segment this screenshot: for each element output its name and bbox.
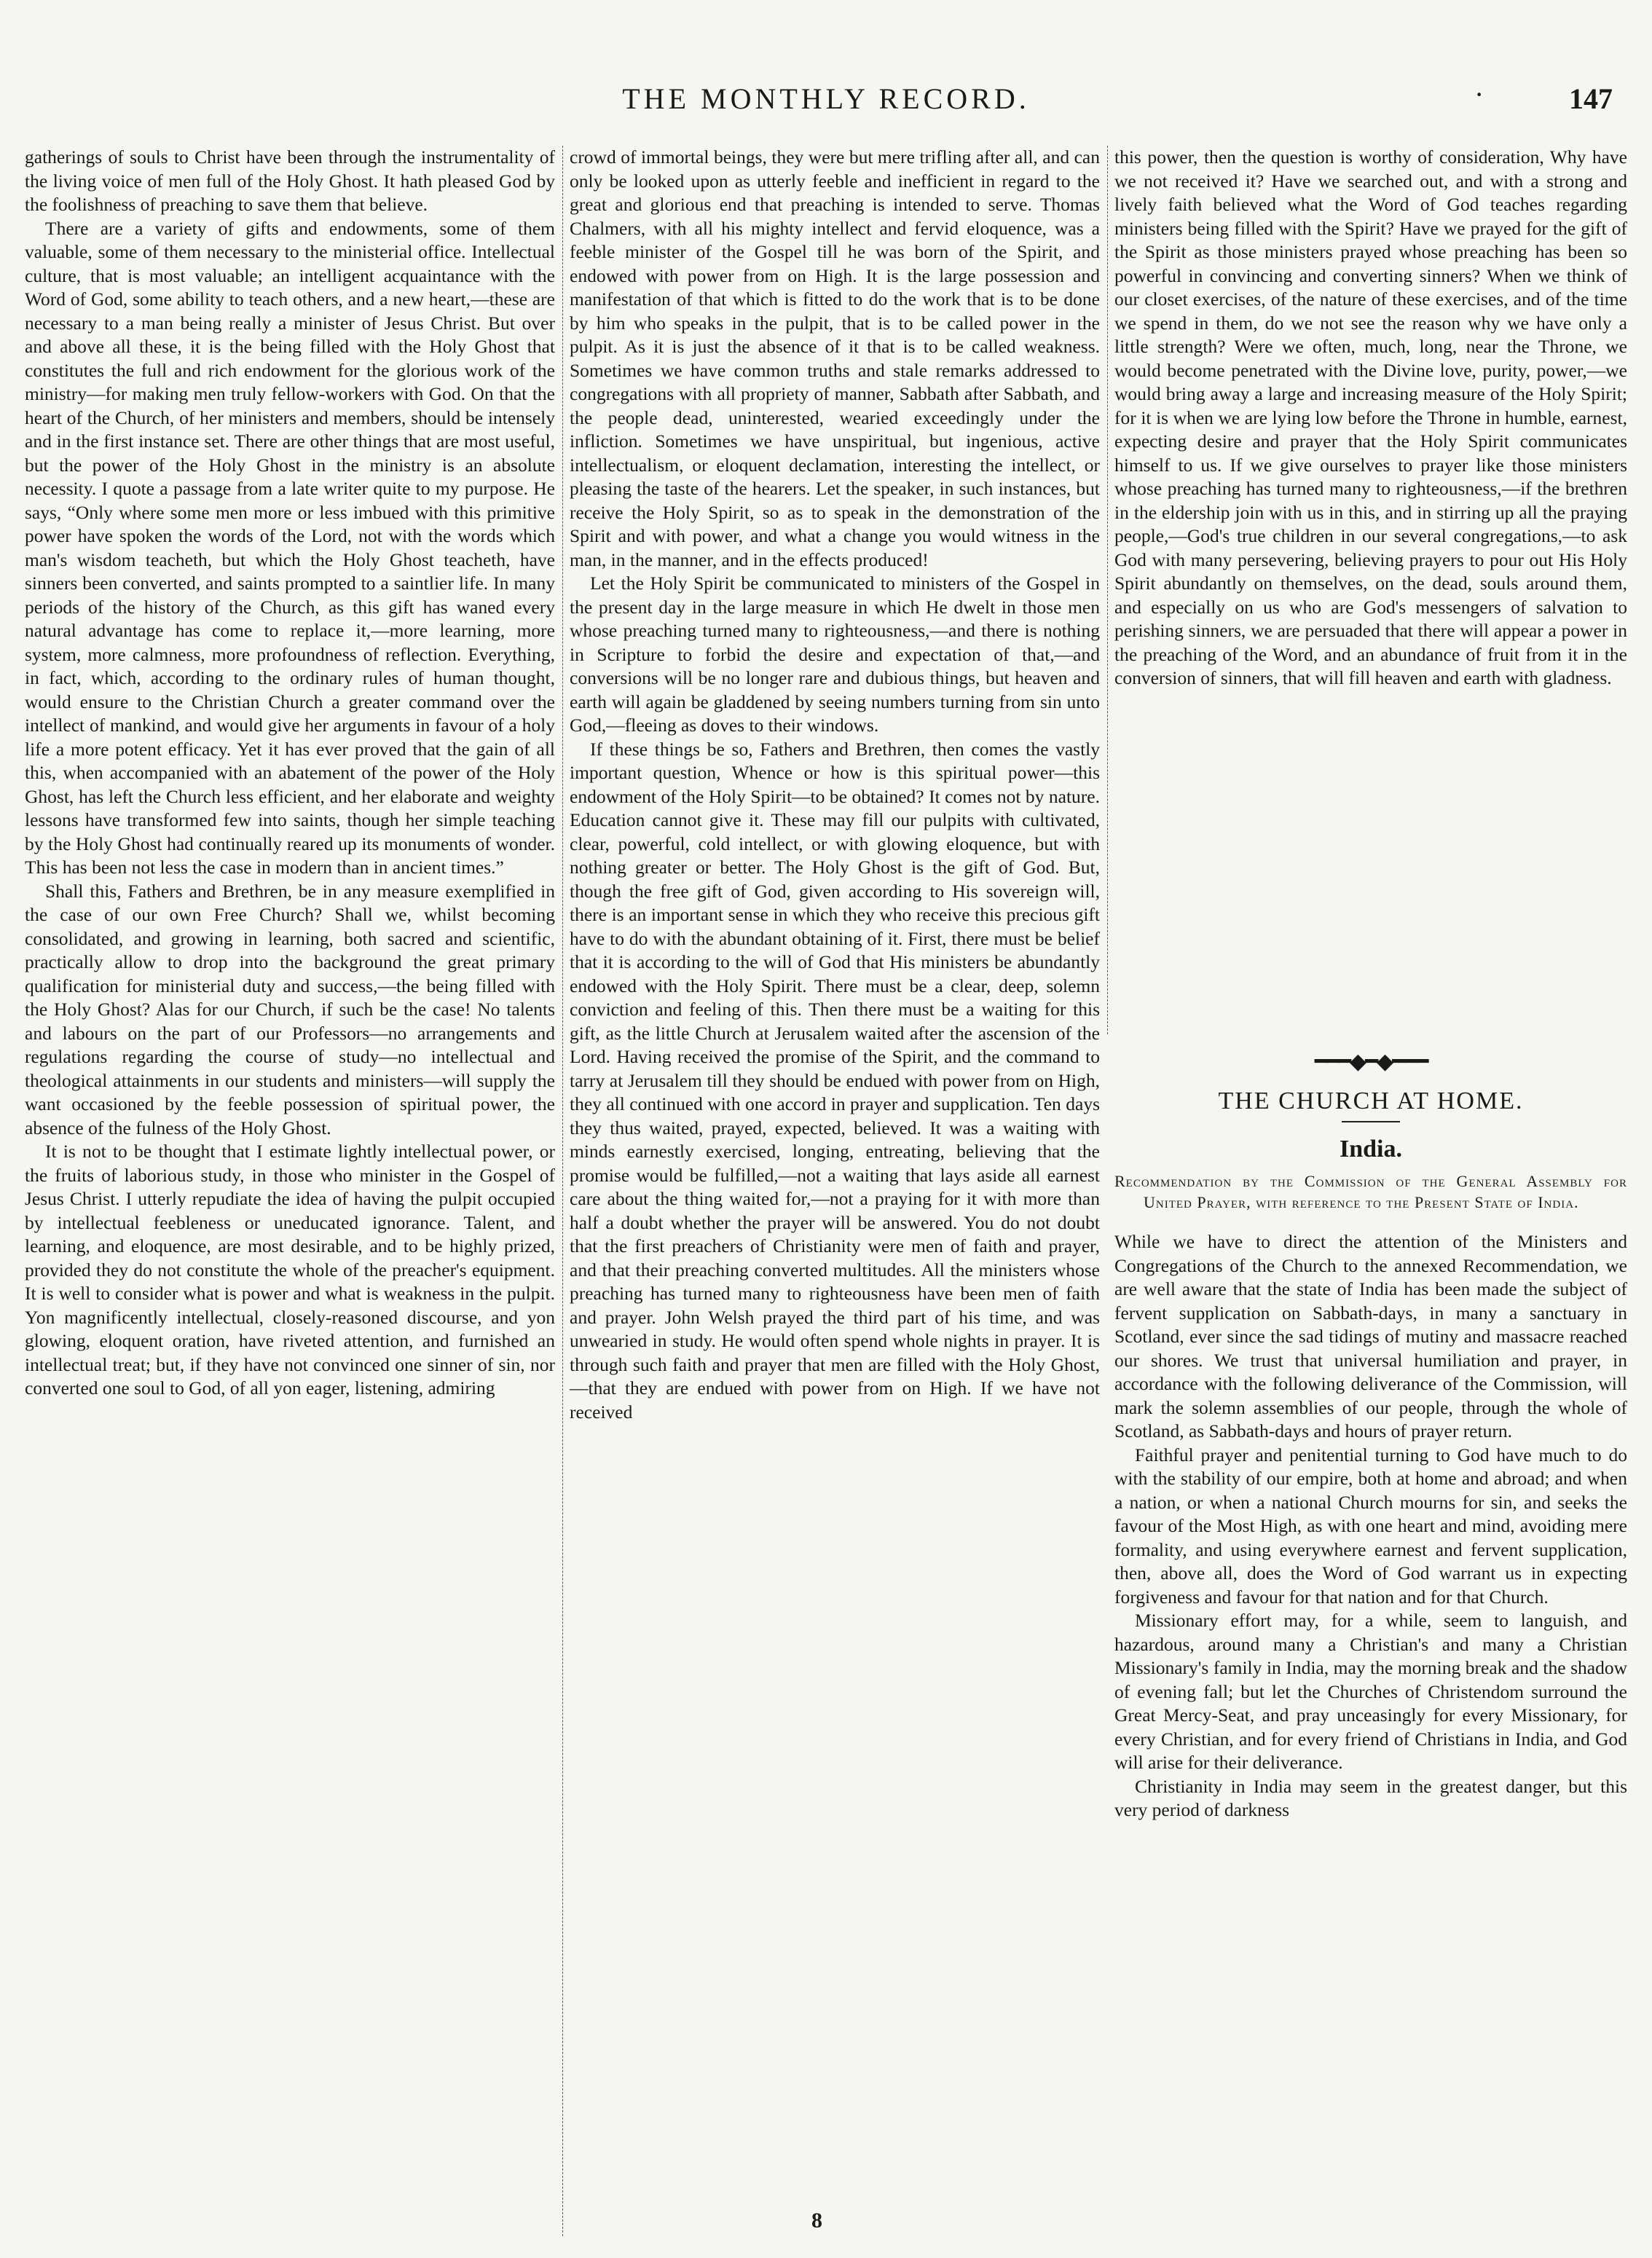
paragraph: crowd of immortal beings, they were but mere trifling after all, and can only be looked upon as utterly feeble and inefficient in regard to the great and glorious end that preaching is intended to serve. Thomas Chalmers, with all his mighty intellect and fervid eloquence, was a feeble minister of the Gospel till he was born of the Spirit, and endowed with power from on High. It is the large possession and manifestation of that which is fitted to do the work that is to be done by him who speaks in the pulpit, that is to be called power in the pulpit. As it is just the absence of it that is to be called weakness. Sometimes we have common truths and stale remarks addressed to congregations with all propriety of manner, Sabbath after Sabbath, and the people dead, uninterested, wearied exceedingly under the infliction. Sometimes we have unspiritual, but ingenious, active intellectualism, or eloquent declamation, interesting the intellect, or pleasing the taste of the hearers. Let the speaker, in such instances, but receive the Holy Spirit, so as to speak in the demonstration of the Spirit and with power, and what a change you would witness in the man, in the manner, and in the effects produced! bbox=[570, 146, 1100, 570]
running-header bbox=[25, 78, 1627, 125]
paragraph: It is not to be thought that I estimate lightly intellectual power, or the fruits of laborious study, in those who minister in the Gospel of Jesus Christ. I utterly repudiate the idea of having the pulpit occupied by intellectual feebleness or uneducated ignorance. Talent, and learning, and eloquence, are most desirable, and to be highly prized, provided they do not constitute the whole of the preacher's equipment. It is well to consider what is power and what is weakness in the pulpit. Yon magnificently intellectual, closely-reasoned discourse, and yon glowing, eloquent oration, have riveted attention, and furnished an intellectual treat; but, if they have not convinced one sinner of sin, nor converted one soul to God, of all yon eager, listening, admiring bbox=[25, 1141, 555, 1399]
paragraph: Christianity in India may seem in the greatest danger, but this very period of darkness bbox=[1114, 1775, 1627, 1820]
journal-title: THE MONTHLY RECORD. bbox=[622, 82, 1030, 115]
paragraph: Faithful prayer and penitential turning to God have much to do with the stability of our empire, both at home and abroad; and when a nation, or when a national Church mourns for sin, and seeks the favour of the Most High, as with one heart and mind, avoiding mere formality, and using everywhere earnest and fervent supplication, then, above all, does the Word of God warrant us in expecting forgiveness and favour for that nation and for that Church. bbox=[1114, 1444, 1627, 1608]
section-title: THE CHURCH AT HOME. bbox=[1218, 1087, 1524, 1114]
column-rule-left bbox=[562, 146, 563, 2236]
paragraph: Let the Holy Spirit be communicated to ministers of the Gospel in the present day in the large measure in which He dwelt in those men whose preaching turned many to righteousness,—and there is nothing in Scripture to forbid the desire and expectation of that,—and conversions will be no longer rare and dubious things, but heaven and earth will again be gladdened by seeing numbers turning from sin unto God,—fleeing as doves to their windows. bbox=[570, 573, 1100, 736]
paragraph: Missionary effort may, for a while, seem to languish, and hazardous, around many a Christian's and many a Christian Missionary's family in India, may the morning break and the shadow of evening fall; but let the Churches of Christendom surround the Great Mercy-Seat, and pray unceasingly for every Missionary, for every Christian, and for every friend of Christians in India, and God will arise for their deliverance. bbox=[1114, 1610, 1627, 1773]
column-rule-right bbox=[1107, 146, 1108, 1034]
paragraph: this power, then the question is worthy of consideration, Why have we not received it? Have we searched out, and with a strong and lively faith believed what the Word of God teaches regarding ministers being filled with the Spirit? Have we prayed for the gift of the Spirit as those ministers prayed whose preaching has been so powerful in convincing and converting sinners? When we think of our closet exercises, of the nature of these exercises, and of the time we spend in them, do we not see the reason why we have only a little strength? Were we often, much, long, near the Throne, we would become penetrated with the Divine love, purity, power,—we would bring away a large and increasing measure of the Holy Spirit; for it is when we are lying low before the Throne in humble, earnest, expecting desire and prayer that the Holy Spirit communicates himself to us. If we give ourselves to prayer like those ministers whose preaching has turned many to righteousness,—if the brethren in the eldership join with us in this, and in stirring up all the praying people,—God's true children in our several congregations,—to ask God with many persevering, believing prayers to pour out His Holy Spirit abundantly on themselves, on the dead, souls around them, and especially on us who are God's messengers of salvation to perishing sinners, we are persuaded that there will appear a power in the preaching of the Word, and an abundance of fruit from it in the conversion of sinners, that will fill heaven and earth with gladness. bbox=[1114, 146, 1627, 688]
column-1 bbox=[25, 146, 555, 1401]
section-body bbox=[1114, 1230, 1627, 1822]
paragraph: If these things be so, Fathers and Brethren, then comes the vastly important question, Whence or how is this spiritual power—this endowment of the Holy Spirit—to be obtained? It comes not by nature. Education cannot give it. These may fill our pulpits with cultivated, clear, powerful, cold intellect, or with glowing eloquence, but with nothing greater or better. The Holy Ghost is the gift of God. But, though the free gift of God, given according to His sovereign will, there is an important sense in which they who receive this precious gift have to do with the abundant obtaining of it. First, there must be belief that it is according to the will of God that His ministers be abundantly endowed with the Holy Spirit. There must be a clear, deep, solemn conviction and feeling of this. Then there must be a waiting for this gift, as the little Church at Jerusalem waited after the ascension of the Lord. Having received the promise of the Spirit, and the command to tarry at Jerusalem till they should be endued with power from on High, they all continued with one accord in prayer and supplication. Ten days they thus waited, prayed, expected, believed. It was a waiting with minds earnestly exercised, longing, entreating, believing that the promise would be fulfilled,—not a waiting that lays aside all earnest care about the thing waited for,—not a praying for it with more than half a doubt whether the prayer will be answered. You do not doubt that the first preachers of Christianity were men of faith and prayer, and that their preaching converted multitudes. All the ministers whose preaching has turned many to righteousness have been men of faith and prayer. John Welsh prayed the third part of his time, and was unwearied in study. He would often spend whole nights in prayer. It is through such faith and prayer that men are filled with the Holy Ghost,—that they are endued with power from on High. If we have not received bbox=[570, 738, 1100, 1423]
page bbox=[25, 0, 1627, 2258]
ornament-divider: ━━━◆━◆━━━ bbox=[1314, 1050, 1428, 1074]
church-at-home-section bbox=[1114, 1049, 1627, 1822]
short-rule bbox=[1342, 1121, 1400, 1122]
paragraph: While we have to direct the attention of the Ministers and Congregations of the Church to the annexed Recommendation, we are well aware that the state of India has been made the subject of fervent supplication on Sabbath-days, in many a sanctuary in Scotland, ever since the sad tidings of mutiny and massacre reached our shores. We trust that universal humiliation and prayer, in accordance with the following deliverance of the Commission, will mark the solemn assemblies of our people, through the whole of Scotland, as Sabbath-days and hours of prayer return. bbox=[1114, 1231, 1627, 1441]
section-subtitle: India. bbox=[1340, 1136, 1402, 1163]
page-number: 147 bbox=[1569, 82, 1613, 115]
recommendation-heading: Recommendation by the Commission of the General Assembly for United Prayer, with reference to the Present State of India. bbox=[1114, 1172, 1627, 1211]
column-2 bbox=[570, 146, 1100, 1424]
column-3 bbox=[1114, 146, 1627, 691]
paragraph: There are a variety of gifts and endowments, some of them valuable, some of them necessary to the ministerial office. Intellectual culture, that is most valuable; an intelligent acquaintance with the Word of God, some ability to teach others, and a new heart,—these are necessary to a man being really a minister of Jesus Christ. But over and above all these, it is the being filled with the Holy Ghost that constitutes the full and rich endowment for the glorious work of the ministry—for making men truly fellow-workers with God. On that the heart of the Church, of her ministers and members, should be intensely and in the first instance set. There are other things that are most useful, but the power of the Holy Ghost in the ministry is an absolute necessity. I quote a passage from a late writer quite to my purpose. He says, “Only where some men more or less imbued with this primitive power have spoken the words of the Lord, not with the words which man's wisdom teacheth, but which the Holy Ghost teacheth, have sinners been converted, and saints prompted to a saintlier life. In many periods of the history of the Church, as this gift has waned every natural advantage has come to replace it,—more learning, more system, more calmness, more profoundness of reflection. Everything, in fact, which, according to the ordinary rules of human thought, would ensure to the Christian Church a greater command over the intellect of mankind, and would give her arguments in favour of a holy life a more potent efficacy. Yet it has ever proved that the gain of all this, when accompanied with an abatement of the power of the Holy Ghost, has left the Church less efficient, and her elaborate and weighty lessons have transformed few into saints, though her simple teaching by the Holy Ghost had continually reared up its monuments of wonder. This has been not less the case in modern than in ancient times.” bbox=[25, 217, 555, 878]
signature-mark: 8 bbox=[811, 2208, 822, 2233]
paragraph: gatherings of souls to Christ have been through the instrumentality of the living voice of men full of the Holy Ghost. It hath pleased God by the foolishness of preaching to save them that believe. bbox=[25, 146, 555, 215]
paragraph: Shall this, Fathers and Brethren, be in any measure exemplified in the case of our own Free Church? Shall we, whilst becoming consolidated, and growing in learning, both sacred and scientific, practically allow to drop into the background the great primary qualification for ministerial duty and success,—the being filled with the Holy Ghost? Alas for our Church, if such be the case! No talents and labours on the part of our Professors—no arrangements and regulations regarding the course of study—no intellectual and theological attainments in our students and ministers—will supply the want occasioned by the feeble possession of spiritual power, the absence of the fulness of the Holy Ghost. bbox=[25, 880, 555, 1138]
header-dot: · bbox=[1474, 78, 1484, 111]
